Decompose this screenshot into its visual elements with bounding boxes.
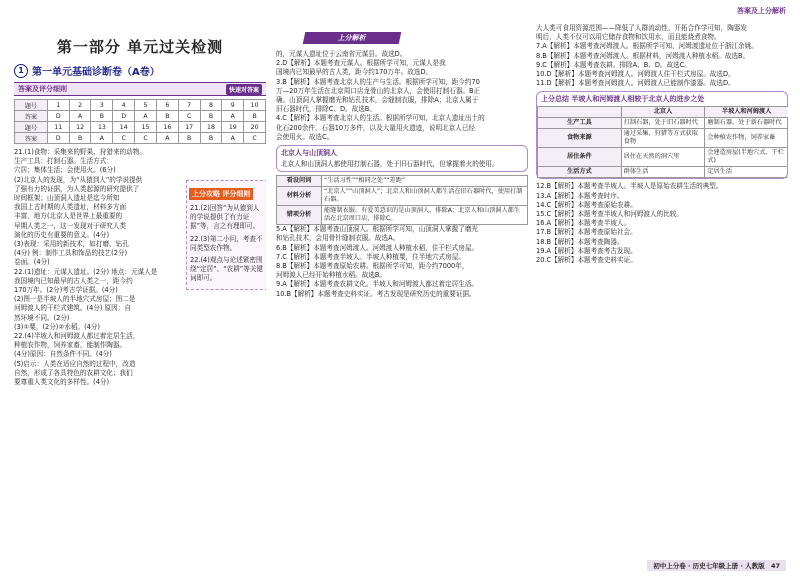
answer-cell: C: [135, 133, 157, 144]
answer-cell: 12: [69, 122, 91, 133]
text-line: 21.(1)食物：采集来的野果、狩猎来的动物。: [14, 148, 146, 156]
answer-cell: A: [156, 133, 178, 144]
text-line: 旧石器时代，排除C、D。故选B。: [276, 105, 376, 114]
answer-lines: [14, 148, 172, 387]
text-line: 170万年。(2分)考古学证据。(4分): [14, 286, 118, 295]
answer-row: [15, 122, 266, 133]
text-line: 种植农作物，饲养家畜，能制作陶器。: [14, 341, 127, 350]
text-line: 7.C【解析】本题考查半坡人。半坡人种植粟，住半地穴式房屋。: [276, 252, 465, 261]
answer-cell: D: [47, 133, 69, 144]
table-cell: 能缝制衣服、有爱美意识的是山顶洞人，排除A；北京人和山顶洞人都生活在北京周口店，排除C。: [322, 206, 528, 225]
text-line: 10.D【解析】本题考查河姆渡人。河姆渡人住干栏式房屋。故选D。: [536, 70, 735, 79]
text-line: 化石200余件，石器10万多件，以及大量用火遗迹，说明北京人已经: [276, 123, 476, 132]
table-cell: 生活方式: [538, 167, 622, 178]
text-line: (3)①粟，(2分)②水稻。(4分): [14, 322, 100, 331]
text-line: 15.C【解析】本题考查半坡人和河姆渡人的比较。: [536, 210, 683, 219]
text-line: 穴居；集体生活；会使用火。(6分): [14, 166, 116, 175]
table-header-cell: [538, 107, 622, 118]
text-line: 5.A【解析】本题考查山顶洞人。根据所学可知，山顶洞人掌握了磨光: [276, 225, 479, 234]
answer-cell: 15: [135, 122, 157, 133]
text-line: 丰富，地方(北京人是世界上最重要的: [14, 212, 123, 221]
answer-cell: 2: [69, 100, 91, 111]
analysis-lines-b: [276, 225, 528, 299]
text-line: 14.C【解析】本题考查原始农耕。: [536, 200, 637, 209]
footer-text: 初中上分卷 · 历史七年级上册 · 人教版: [653, 562, 765, 570]
column-2: [276, 0, 528, 577]
part-title: 第一部分 单元过关检测: [56, 38, 224, 56]
table-row: [277, 206, 528, 225]
text-line: 然环境不同。(2分): [14, 313, 70, 322]
text-line: 2.D【解析】本题考查元谋人。根据所学可知，元谋人是我: [276, 59, 446, 68]
answer-cell: 5: [135, 100, 157, 111]
sidebar-item: 21.(2)回答“为从猿到人的学说提供了有力证据”等，言之有理即可。: [190, 204, 260, 231]
text-line: 确。山顶洞人掌握磨光和钻孔技术，会缝制衣服，排除A；北京人属于: [276, 96, 479, 105]
table-cell: 会种植农作物，饲养家畜: [705, 129, 788, 148]
unit-title: 第一单元基础诊断卷（A卷）: [32, 67, 160, 78]
answer-cell: B: [178, 133, 200, 144]
text-line: 3.B【解析】本题考查北京人的生产与生活。根据所学可知，距今约70: [276, 77, 480, 86]
table-row: [277, 187, 528, 206]
answer-bar: [14, 82, 266, 96]
analysis-lines-a: [276, 50, 528, 142]
table-cell: “北京人”“山顶洞人”；北京人和山顶洞人都生活在旧石器时代，使用打制石器。: [322, 187, 528, 206]
text-line: 7.A【解析】本题考查河姆渡人。根据所学可知，河姆渡遗址位于浙江余姚。: [536, 42, 758, 51]
analysis-lines-c: [536, 24, 788, 88]
answer-bar-label: 答案及评分细则: [18, 85, 67, 93]
answer-cell: A: [222, 111, 244, 122]
table-row: [538, 118, 789, 129]
tip-text: 北京人和山顶洞人都使用打制石器，处于旧石器时代，但掌握着火的使用。: [281, 160, 499, 169]
text-line: 的，元谋人遗址位于云南省元谋县。故选D。: [276, 50, 407, 58]
text-line: 17.B【解析】本题考查原始社会。: [536, 228, 637, 237]
table-header-cell: 北京人: [621, 107, 705, 118]
text-line: 22.(4)半坡人和河姆渡人都过着定居生活，: [14, 332, 140, 341]
answer-cell: 8: [200, 100, 222, 111]
text-line: 8.B【解析】本题考查原始农耕。根据所学可知，距今约7000年，: [276, 262, 469, 271]
text-line: 自然，形成了各具特色的农耕文化；我们: [14, 368, 133, 377]
table-row: [538, 129, 789, 148]
text-line: 12.B【解析】本题考查半坡人。半坡人是原始农耕生活的典型。: [536, 182, 723, 191]
column-3: [536, 0, 788, 577]
text-line: 要尊重人类文化的多样性。(4分): [14, 378, 110, 387]
answer-cell: 11: [47, 122, 69, 133]
text-line: 11.D【解析】本题考查河姆渡人。河姆渡人已能制作漆器。故选D。: [536, 79, 735, 88]
answer-bar-tag: 快速对答案: [226, 84, 262, 95]
table-header-row: [538, 107, 789, 118]
tip-title: 北京人与山顶洞人: [281, 149, 337, 158]
table-row: [277, 176, 528, 187]
text-line: 8.B【解析】本题考查河姆渡人。根据材料，河姆渡人种植水稻。故选B。: [536, 51, 750, 60]
answer-row: [15, 100, 266, 111]
answer-cell: B: [91, 111, 113, 122]
answer-cell: 19: [222, 122, 244, 133]
text-line: 大人类可食用资源范围——降低了人群流动性，开拓合作学可知，陶器发: [536, 24, 747, 32]
text-line: 9.C【解析】本题考查农耕。排除A、B、D。故选C。: [536, 60, 691, 69]
table-cell: 居住在天然的洞穴里: [621, 148, 705, 167]
answer-cell: 1: [47, 100, 69, 111]
text-line: (4分) 例：制作工具和饰品的技艺(2分): [14, 249, 128, 258]
text-line: 6.B【解析】本题考查河姆渡人。河姆渡人种植水稻，住干栏式房屋。: [276, 243, 479, 252]
answer-cell: 答案: [15, 111, 48, 122]
text-line: 生产工具：打制石器。生活方式：: [14, 157, 113, 166]
answer-cell: A: [69, 111, 91, 122]
text-line: 国境内已知最早的古人类，距今约170万年。故选D。: [276, 68, 433, 77]
table-cell: 通过采集、狩猎等方式获取食物: [621, 129, 705, 148]
analysis-lines-d: [536, 182, 788, 265]
unit-title-row: [14, 63, 266, 78]
sidebar-item: 22.(3)第二小问，考查不同类型农作物。: [190, 234, 263, 252]
answer-table: [14, 99, 266, 144]
header-right: 答案及上分解析: [737, 7, 786, 15]
text-line: 22.(1)遗址：元谋人遗址。(2分) 地点：元谋人是: [14, 267, 158, 276]
table-cell: 群体生活: [621, 167, 705, 178]
table-cell: “生活习性”“相同之处”“差距”: [322, 176, 528, 187]
unit-number-badge: 1: [14, 64, 28, 78]
section-banner: 上分解析: [303, 32, 402, 44]
text-line: 18.B【解析】本题考查陶器。: [536, 237, 624, 246]
text-line: 演化的历史有重要的意义。(4分): [14, 230, 110, 239]
answer-cell: 3: [91, 100, 113, 111]
compare-title: 上分总结 半坡人和河姆渡人相较于北京人的进步之处: [541, 95, 705, 104]
text-line: 了强有力的证据，为人类起源的研究提供了: [14, 184, 140, 193]
text-line: 明后，人类不仅可以用它储存食物和饮用水，而且能烧煮食物。: [536, 33, 721, 42]
answer-cell: 20: [244, 122, 266, 133]
answer-cell: A: [91, 133, 113, 144]
text-line: 13.A【解析】本题考查时序。: [536, 191, 624, 200]
table-cell: 食物来源: [538, 129, 622, 148]
tip-box: [276, 145, 528, 172]
answer-cell: B: [200, 111, 222, 122]
text-line: 万—20万年生活在北京周口店龙骨山的北京人，会使用打制石器。B正: [276, 86, 481, 95]
answer-cell: B: [156, 111, 178, 122]
text-line: 卷面。(4分): [14, 258, 50, 267]
text-line: 河姆渡人的干栏式建筑。(4分) 原因：自: [14, 304, 131, 313]
text-line: 19.A【解析】本题考查考古发现。: [536, 246, 637, 255]
table-cell: 定居生活: [705, 167, 788, 178]
table-cell: 居住条件: [538, 148, 622, 167]
text-line: 9.A【解析】本题考查农耕文化。半坡人和河姆渡人都过着定居生活。: [276, 280, 479, 289]
answer-cell: 17: [178, 122, 200, 133]
text-line: 和钻孔技术，会用骨针缝制衣服。故选A。: [276, 234, 400, 243]
text-line: 早期人类之一，这一发现对于研究人类: [14, 221, 127, 230]
text-line: 河姆渡人已经开始种植水稻。故选B。: [276, 271, 387, 280]
compare-box: [536, 91, 788, 179]
text-line: (2)图一是半坡人的半地穴式房屋；图二是: [14, 295, 136, 304]
answer-row: [15, 111, 266, 122]
text-line: 10.B【解析】本题考查史料实证。考古发现是研究历史的重要证据。: [276, 289, 476, 298]
text-line: (4分)原因：自然条件不同。(4分): [14, 350, 112, 359]
answer-cell: A: [135, 111, 157, 122]
text-line: 16.A【解析】本题考查半坡人。: [536, 219, 631, 228]
page-number: 47: [770, 562, 780, 570]
answer-cell: 16: [156, 122, 178, 133]
answer-cell: 题号: [15, 100, 48, 111]
answer-cell: 13: [91, 122, 113, 133]
text-line: (3)表现：采用的新技术，如打磨、钻孔: [14, 240, 129, 249]
answer-cell: C: [178, 111, 200, 122]
answer-cell: 7: [178, 100, 200, 111]
answer-cell: 6: [156, 100, 178, 111]
answer-cell: 14: [113, 122, 135, 133]
answer-cell: A: [222, 133, 244, 144]
answer-cell: 4: [113, 100, 135, 111]
text-line: 会使用火。故选C。: [276, 132, 334, 141]
table-cell: 看设问词: [277, 176, 322, 187]
answer-cell: 9: [222, 100, 244, 111]
answer-cell: 答案: [15, 133, 48, 144]
footer: [647, 560, 786, 571]
table-cell: 会建造房屋(半地穴式、干栏式): [705, 148, 788, 167]
table-cell: 打制石器，处于旧石器时代: [621, 118, 705, 129]
answer-cell: B: [200, 133, 222, 144]
text-line: (5)启示：人类在适应自然的过程中，改造: [14, 359, 136, 368]
answer-cell: 题号: [15, 122, 48, 133]
text-line: (2)北京人的发现，为“从猿到人”的学说提供: [14, 175, 143, 184]
column-1: [14, 0, 266, 577]
sidebar-item: 22.(4)观点与论述紧密围绕“定居”、“农耕”等关键词即可。: [190, 256, 264, 283]
text-line: 4.C【解析】本题考查北京人的生活。根据所学可知，北京人遗址出土的: [276, 114, 485, 123]
answer-cell: D: [47, 111, 69, 122]
text-line: 20.C【解析】本题考查史料实证。: [536, 256, 637, 265]
table-row: [538, 148, 789, 167]
table-cell: 生产工具: [538, 118, 622, 129]
table-cell: 磨制石器，处于新石器时代: [705, 118, 788, 129]
answer-cell: B: [244, 111, 266, 122]
scoring-sidebar: [186, 180, 266, 290]
answer-cell: B: [69, 133, 91, 144]
table-cell: 错项分析: [277, 206, 322, 225]
answer-cell: D: [113, 111, 135, 122]
answer-cell: C: [113, 133, 135, 144]
text-line: 我国境内已知最早的古人类之一，距今约: [14, 276, 133, 285]
answer-cell: 18: [200, 122, 222, 133]
analysis-table: [276, 175, 528, 225]
text-line: 时间框架；山顶洞人遗址是迄今所知: [14, 194, 120, 203]
table-row: [538, 167, 789, 178]
answer-cell: C: [244, 133, 266, 144]
answer-row: [15, 133, 266, 144]
sidebar-tag: 上分攻略 评分细则: [189, 188, 253, 200]
table-header-cell: 半坡人和河姆渡人: [705, 107, 788, 118]
table-cell: 材料分析: [277, 187, 322, 206]
text-line: 我国上古时期的人类遗址，材料多方面: [14, 203, 127, 212]
compare-table: [537, 106, 788, 178]
answer-cell: 10: [244, 100, 266, 111]
